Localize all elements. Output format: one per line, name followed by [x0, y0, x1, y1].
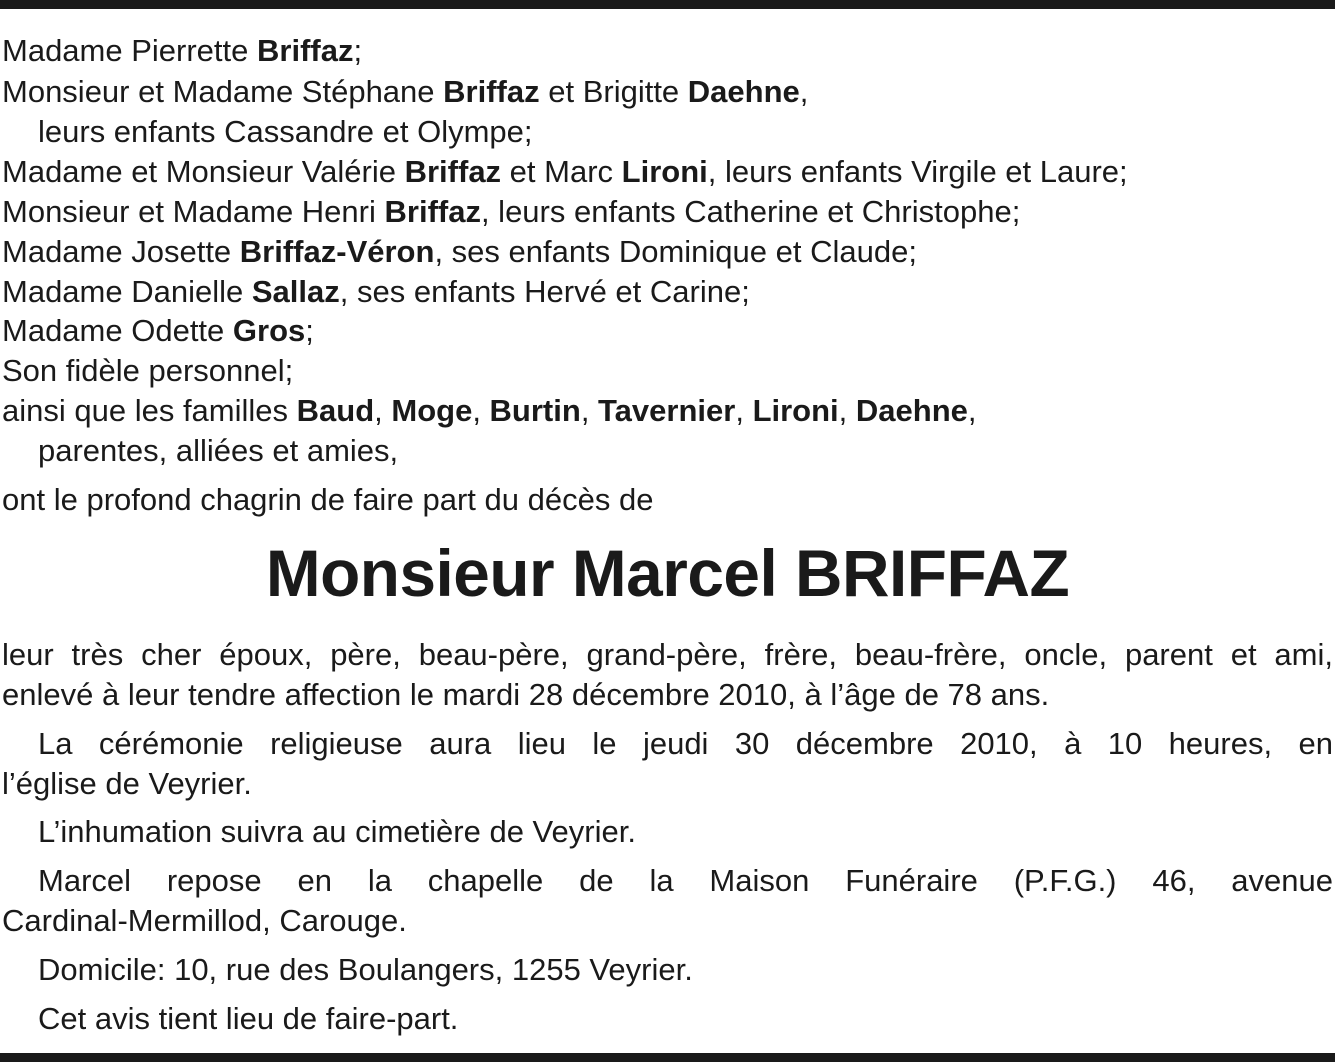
family-line-4: Madame et Monsieur Valérie Briffaz et Marc Lironi, leurs enfants Virgile et Laure; [2, 154, 1128, 189]
top-rule [0, 0, 1335, 9]
chapel-line-2: Cardinal-Mermillod, Carouge. [2, 903, 407, 938]
family-line-10: ainsi que les familles Baud, Moge, Burtin, Tavernier, Lironi, Daehne, [2, 393, 977, 428]
deceased-name: Monsieur Marcel BRIFFAZ [265, 536, 1070, 610]
family-line-8: Madame Odette Gros; [2, 313, 314, 348]
burial-line: L’inhumation suivra au cimetière de Veyrier. [38, 814, 636, 849]
family-line-1: Madame Pierrette Briffaz; [2, 33, 363, 68]
family-line-7: Madame Danielle Sallaz, ses enfants Hervé et Carine; [2, 274, 750, 309]
family-line-11: parentes, alliées et amies, [38, 433, 399, 468]
relation-line-1: leur très cher époux, père, beau-père, grand-père, frère, beau-frère, oncle, parent et ami, [2, 637, 1333, 672]
ceremony-line-1: La cérémonie religieuse aura lieu le jeudi 30 décembre 2010, à 10 heures, en [38, 726, 1333, 761]
closing-line: Cet avis tient lieu de faire-part. [38, 1001, 459, 1036]
relation-line-2: enlevé à leur tendre affection le mardi 28 décembre 2010, à l’âge de 78 ans. [2, 677, 1050, 712]
family-line-9: Son fidèle personnel; [2, 353, 294, 388]
announcement-line: ont le profond chagrin de faire part du décès de [2, 482, 654, 517]
domicile-line: Domicile: 10, rue des Boulangers, 1255 Veyrier. [38, 952, 693, 987]
family-line-3: leurs enfants Cassandre et Olympe; [38, 114, 533, 149]
family-line-5: Monsieur et Madame Henri Briffaz, leurs enfants Catherine et Christophe; [2, 194, 1021, 229]
family-line-2: Monsieur et Madame Stéphane Briffaz et Brigitte Daehne, [2, 74, 809, 109]
chapel-line-1: Marcel repose en la chapelle de la Maison Funéraire (P.F.G.) 46, avenue [38, 863, 1333, 898]
ceremony-line-2: l’église de Veyrier. [2, 766, 252, 801]
bottom-rule [0, 1053, 1335, 1062]
family-line-6: Madame Josette Briffaz-Véron, ses enfants Dominique et Claude; [2, 234, 917, 269]
